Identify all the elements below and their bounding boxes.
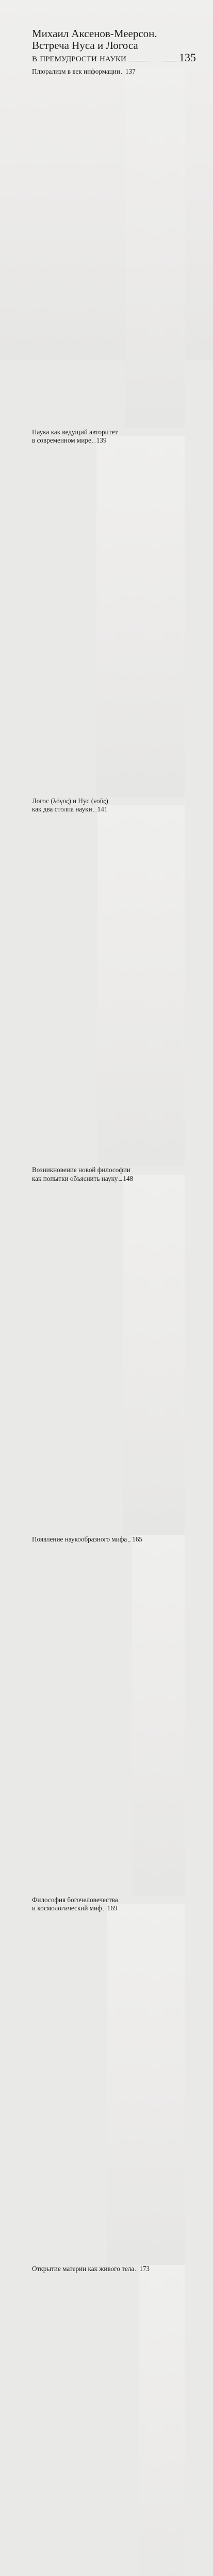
toc-entry-row xyxy=(32,1904,185,2265)
toc-entry-row xyxy=(32,67,185,428)
leader-dots xyxy=(92,442,95,443)
toc-entry-row xyxy=(32,805,185,1166)
toc-page-number: 169 xyxy=(107,1904,185,2265)
toc-entry xyxy=(32,428,185,797)
header-line: Михаил Аксенов-Меерсон. xyxy=(32,27,157,40)
toc-entry-title: как попытки объяснить науку xyxy=(32,1174,118,1182)
header-line: Встреча Нуса и Логоса xyxy=(32,39,138,52)
toc-page-number: 148 xyxy=(123,1175,185,1535)
leader-dots xyxy=(119,1180,122,1181)
toc-entry-title: в современном мире xyxy=(32,436,91,445)
toc-page-number: 141 xyxy=(97,805,185,1166)
leader-dots xyxy=(121,73,124,74)
toc-entry-row xyxy=(32,1175,185,1535)
toc-entry-title: Появление наукообразного мифа xyxy=(32,1535,127,1543)
toc-entry xyxy=(32,67,185,428)
header-entry xyxy=(32,52,196,64)
toc-entry-line: Возникновение новой философии xyxy=(32,1166,130,1174)
toc-entry-title: как два столпа науки xyxy=(32,805,92,814)
section-header xyxy=(32,28,196,64)
header-page-number: 135 xyxy=(179,51,196,64)
toc-entry xyxy=(32,2265,185,2576)
toc-entry-title: Открытие материи как живого тела xyxy=(32,2264,135,2273)
toc-page-number: 137 xyxy=(125,67,185,428)
toc-entry-line: Логос (λόγος) и Нус (νοῦς) xyxy=(32,797,108,805)
toc-entry-line: Наука как ведущий авторитет xyxy=(32,428,118,436)
toc-entry-title: Плюрализм в век информации xyxy=(32,67,120,75)
toc-page-number: 139 xyxy=(96,436,185,797)
toc-page-number: 173 xyxy=(139,2265,185,2576)
toc-entry xyxy=(32,1896,185,2265)
leader-dots xyxy=(135,2270,138,2271)
toc-entry xyxy=(32,797,185,1166)
toc-entry xyxy=(32,1166,185,1535)
toc-entry-title: и космологический миф xyxy=(32,1904,102,1912)
table-of-contents xyxy=(32,67,185,2576)
toc-page-number: 165 xyxy=(132,1535,185,1896)
toc-entry-row xyxy=(32,1535,185,1896)
toc-entry-line: Философия богочеловечества xyxy=(32,1895,118,1904)
header-last-text: в премудрости науки xyxy=(32,52,126,64)
toc-entry-row xyxy=(32,436,185,797)
toc-entry-row xyxy=(32,2265,185,2576)
toc-entry xyxy=(32,1535,185,1896)
